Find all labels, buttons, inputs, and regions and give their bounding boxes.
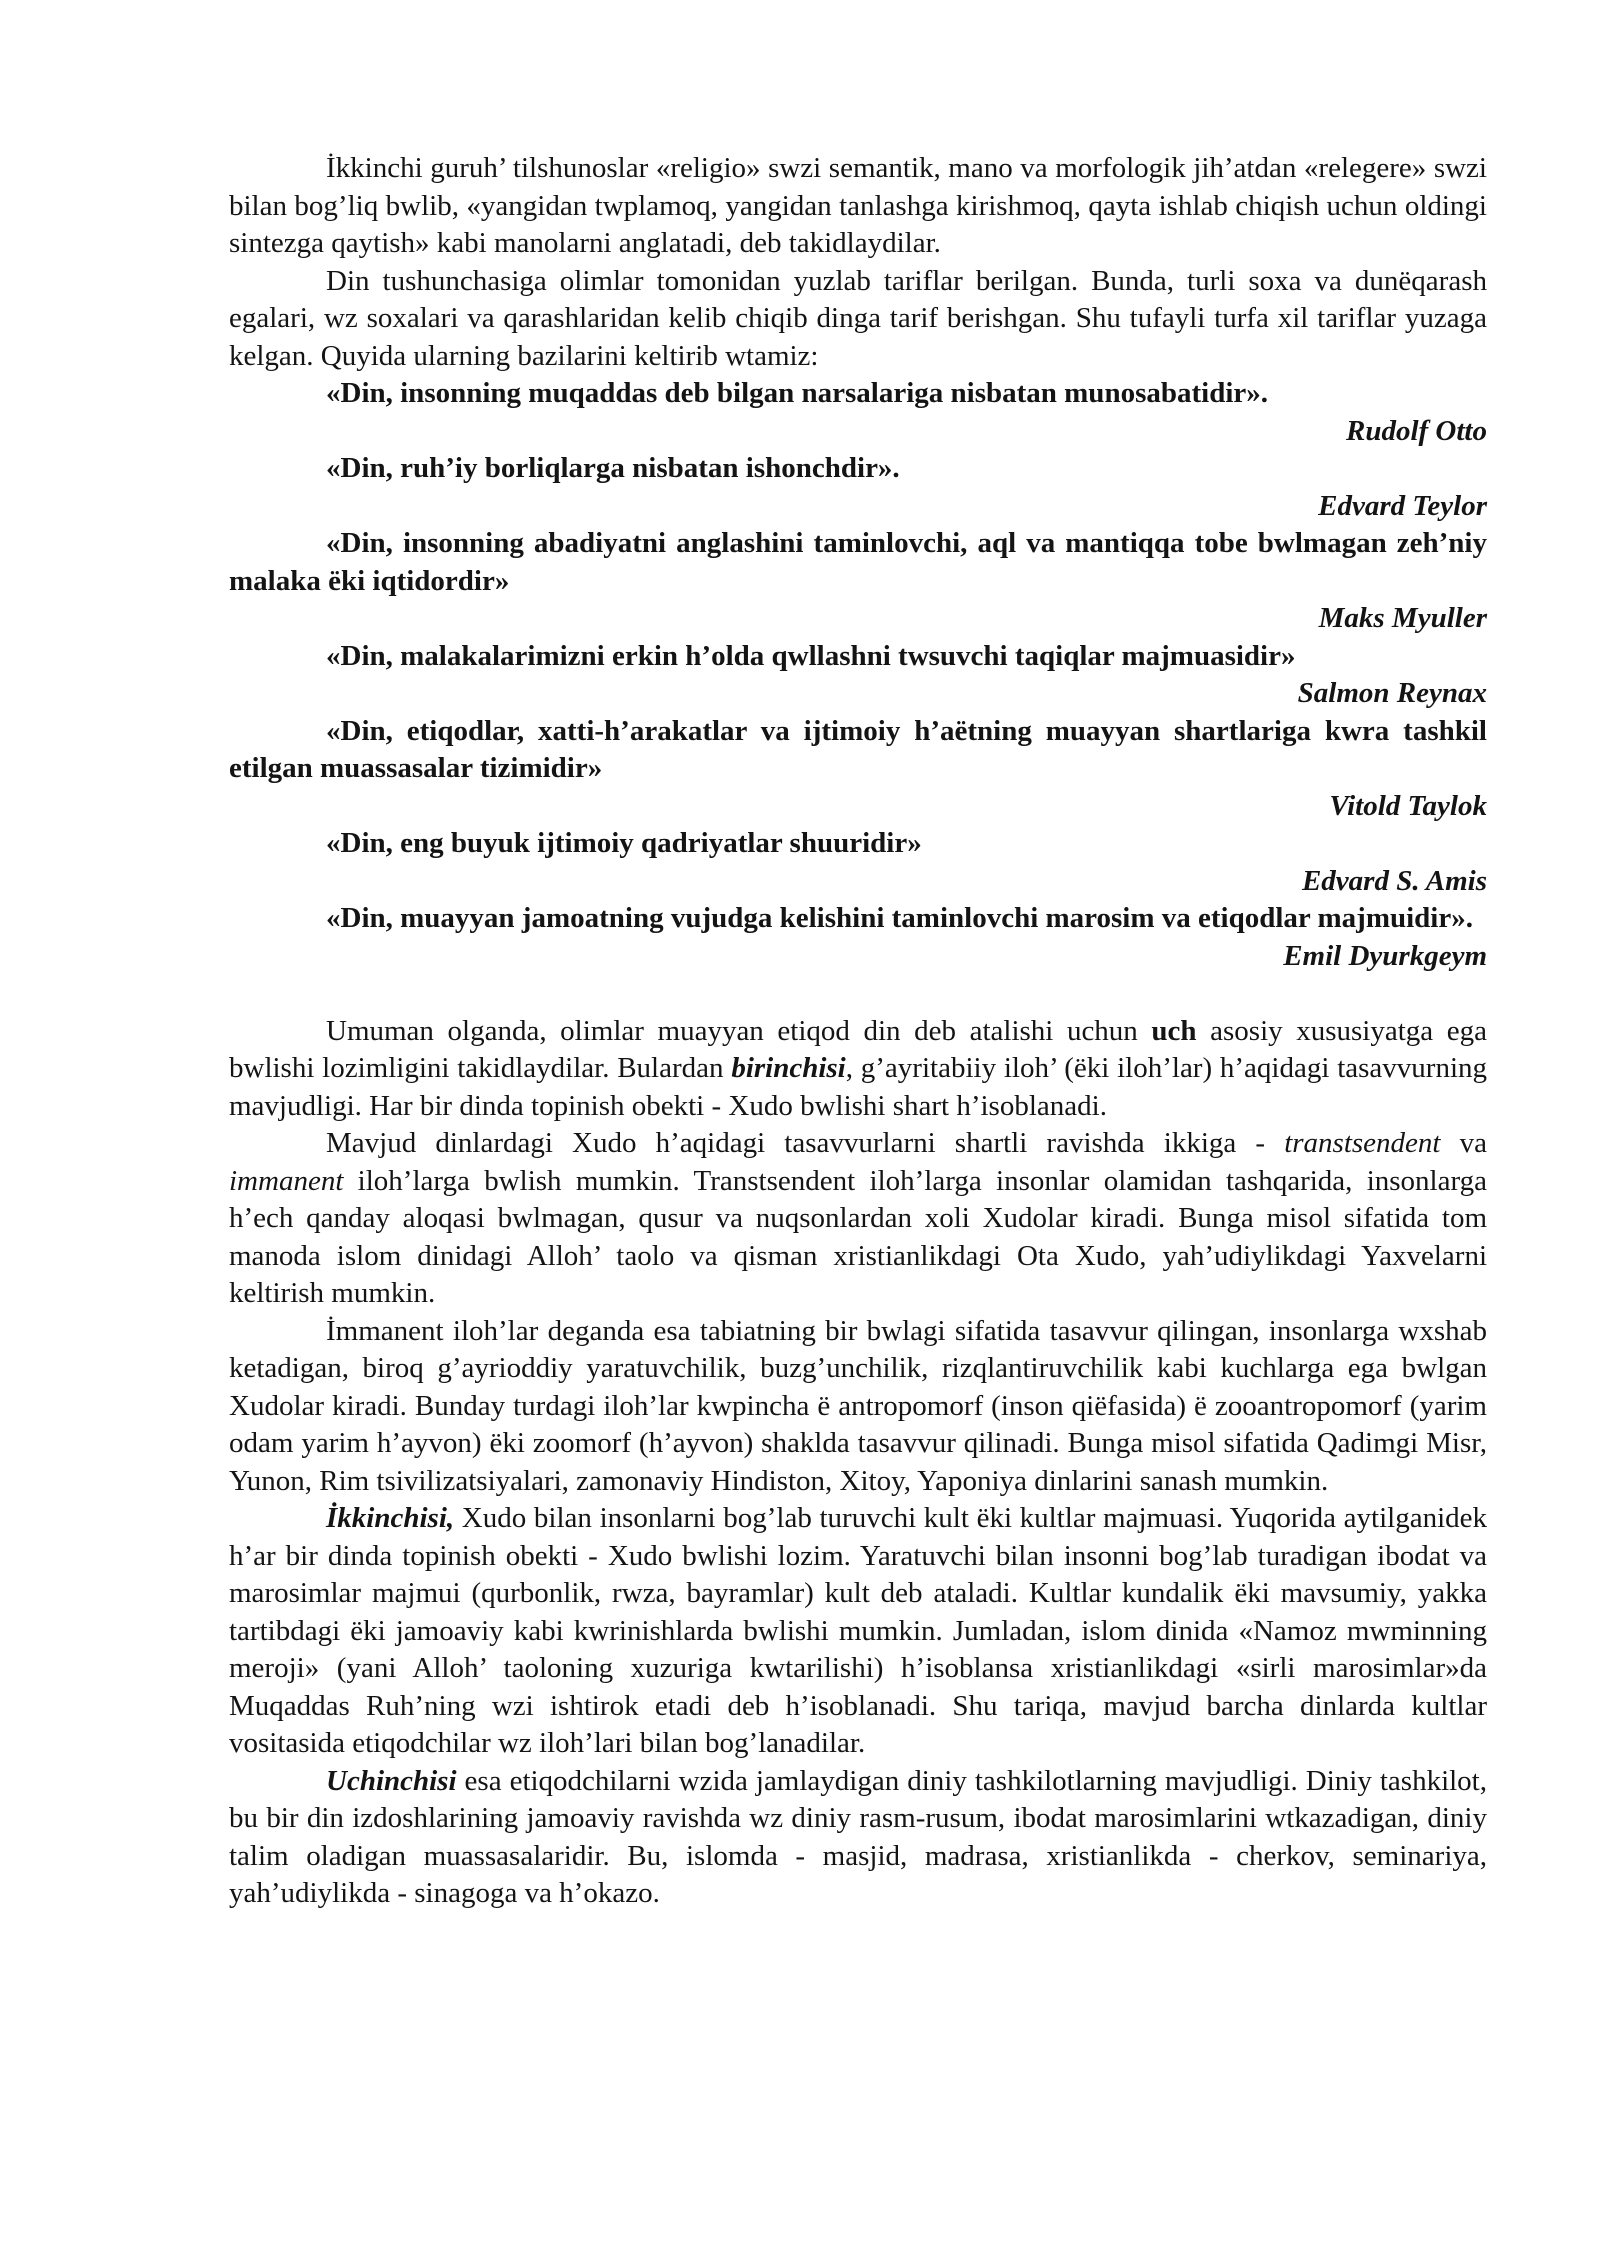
definition-quote: «Din, eng buyuk ijtimoiy qadriyatlar shuuridir» [326,827,922,859]
definition-quote: «Din, insonning abadiyatni anglashini taminlovchi, aql va mantiqqa tobe bwlmagan zeh’niy malaka ëki iqtidordir» [229,527,1487,597]
text-run: esa etiqodchilarni wzida jamlaydigan diniy tashkilotlarning mavjudligi. Diniy tashkilot, bu bir din izdoshlarining jamoaviy ravishda wz diniy rasm-rusum, ibodat marosimlarini wtkazadigan, diniy talim oladigan muassasalaridir. Bu, islomda - masjid, madrasa, xristianlikda - cherkov, seminariya, yah’udiylikda - sinagoga va h’okazo. [229,1764,1487,1909]
emphasis-bold-italic: Uchinchisi [326,1764,457,1797]
paragraph-immanent: İmmanent iloh’lar deganda esa tabiatning bir bwlagi sifatida tasavvur qilingan, insonlarga wxshab ketadigan, biroq g’ayrioddiy yaratuvchilik, buzg’unchilik, rizqlantiruvchilik kabi kuchlarga ega bwlgan Xudolar kiradi. Bunday turdagi iloh’lar kwpincha ë antropomorf (inson qiëfasida) ë zooantropomorf (yarim odam yarim h’ayvon) ëki zoomorf (h’ayvon) shaklda tasavvur qilinadi. Bunga misol sifatida Qadimgi Misr, Yunon, Rim tsivilizatsiyalari, zamonaviy Hindiston, Xitoy, Yaponiya dinlarini sanash mumkin. [229,1314,1487,1497]
definition-author: Salmon Reynax [1297,677,1487,709]
definition-author: Emil Dyurkgeym [1283,939,1487,972]
emphasis-bold: uch [1151,1014,1197,1047]
definition-quote: «Din, insonning muqaddas deb bilgan narsalariga nisbatan munosabatidir». [326,377,1269,409]
emphasis-italic: transtsendent [1284,1127,1441,1159]
paragraph-intro-1: İkkinchi guruh’ tilshunoslar «religio» swzi semantik, mano va morfologik jih’atdan «relegere» swzi bilan bog’liq bwlib, «yangidan twplamoq, yangidan tanlashga kirishmoq, qayta ishlab chiqish uchun oldingi sintezga qaytish» kabi manolarni anglatadi, deb takidlaydilar. [229,152,1487,259]
definition-author: Vitold Taylok [1329,789,1487,822]
text-run: asosiy xususiyatga ega bwlishi lozimligini takidlaydilar. Bulardan [229,1014,1487,1084]
paragraph-transcendent [229,1125,1487,1313]
emphasis-bold-italic: İkkinchisi, [326,1502,455,1534]
paragraph-intro-2: Din tushunchasiga olimlar tomonidan yuzlab tariflar berilgan. Bunda, turli soxa va dunëqarash egalari, wz soxalari va qarashlaridan kelib chiqib dinga tarif berishgan. Shu tufayli turfa xil tariflar yuzaga kelgan. Quyida ularning bazilarini keltirib wtamiz: [229,264,1487,372]
definition-quote: «Din, malakalarimizni erkin h’olda qwllashni twsuvchi taqiqlar majmuasidir» [326,639,1296,672]
text-run: va [1440,1127,1487,1159]
document-page [229,150,1487,1913]
definition-author: Rudolf Otto [1346,414,1487,447]
paragraph-three-features [229,1013,1487,1126]
emphasis-italic: immanent [229,1164,344,1197]
paragraph-third-feature [229,1763,1487,1913]
definition-quote: «Din, etiqodlar, xatti-h’arakatlar va ijtimoiy h’aëtning muayyan shartlariga kwra tashkil etilgan muassasalar tizimidir» [229,714,1487,784]
definition-quote: «Din, muayyan jamoatning vujudga kelishini taminlovchi marosim va etiqodlar majmuidir». [326,902,1473,934]
text-run: iloh’larga bwlish mumkin. Transtsendent iloh’larga insonlar olamidan tashqarida, insonlarga h’ech qanday aloqasi bwlmagan, qusur va nuqsonlardan xoli Xudolar kiradi. Bunga misol sifatida tom manoda islom dinidagi Alloh’ taolo va qisman xristianlikdagi Ota Xudo, yah’udiylikdagi Yaxvelarni keltirish mumkin. [229,1164,1487,1309]
text-run: Xudo bilan insonlarni bog’lab turuvchi kult ëki kultlar majmuasi. Yuqorida aytilganidek h’ar bir dinda topinish obekti - Xudo bwlishi lozim. Yaratuvchi bilan insonni bog’lab turadigan ibodat va marosimlar majmui (qurbonlik, rwza, bayramlar) kult deb ataladi. Kultlar kundalik ëki mavsumiy, yakka tartibdagi ëki jamoaviy kabi kwrinishlarda bwlishi mumkin. Jumladan, islom dinida «Namoz mwminning meroji» (yani Alloh’ taoloning xuzuriga kwtarilishi) h’isoblansa xristianlikdagi «sirli marosimlar»da Muqaddas Ruh’ning wzi ishtirok etadi deb h’isoblanadi. Shu tariqa, mavjud barcha dinlarda kultlar vositasida etiqodchilar wz iloh’lari bilan bog’lanadilar. [229,1502,1487,1759]
definitions-list [229,375,1487,975]
definition-author: Maks Myuller [1318,602,1487,634]
definition-author: Edvard S. Amis [1301,864,1487,897]
definition-author: Edvard Teylor [1318,489,1487,522]
emphasis-bold-italic: birinchisi [731,1052,846,1084]
paragraph-spacer [229,975,1487,1013]
text-run: Mavjud dinlardagi Xudo h’aqidagi tasavvurlarni shartli ravishda ikkiga - [326,1127,1285,1159]
paragraph-second-feature [229,1500,1487,1763]
definition-quote: «Din, ruh’iy borliqlarga nisbatan ishonchdir». [326,452,900,484]
text-run: , g’ayritabiiy iloh’ (ëki iloh’lar) h’aqidagi tasavvurning mavjudligi. Har bir dinda topinish obekti - Xudo bwlishi shart h’isoblanadi. [229,1052,1487,1122]
text-run: Umuman olganda, olimlar muayyan etiqod din deb atalishi uchun [326,1014,1152,1047]
